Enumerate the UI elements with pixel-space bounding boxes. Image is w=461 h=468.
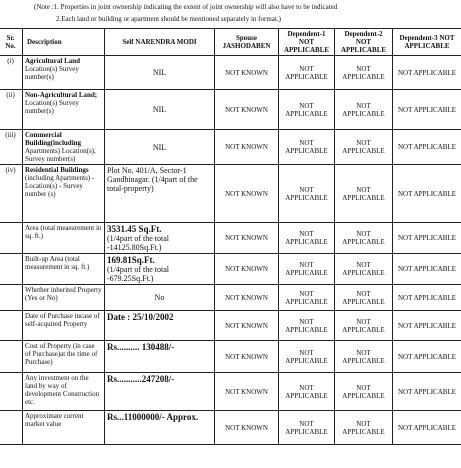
header-spouse: Spouse JASHODABEN — [215, 29, 279, 56]
spouse-value: NOT KNOWN — [225, 68, 268, 77]
spouse-value: NOT KNOWN — [225, 293, 268, 302]
cell-sr — [0, 90, 23, 130]
dep3-value: NOT APPLICABLE — [397, 352, 457, 361]
header-sr: Sr. No. — [0, 29, 23, 56]
dep1-value: NOT APPLICABLE — [285, 185, 328, 202]
cell-dep3 — [393, 285, 461, 311]
spouse-value: NOT KNOWN — [225, 321, 268, 330]
cell-self — [105, 223, 215, 254]
cell-dep2 — [335, 90, 393, 130]
cell-dep1 — [279, 56, 335, 90]
cell-dep1 — [279, 311, 335, 341]
description-text: Built-up Area (total measurement in sq. ft.) — [25, 255, 90, 271]
cell-dep3 — [393, 341, 461, 373]
dep2-value: NOT APPLICABLE — [342, 261, 385, 277]
self-detail: (1/4part of the total -14125.80Sq.Ft.) — [107, 234, 169, 252]
cell-spouse — [215, 223, 279, 254]
dep1-value: NOT APPLICABLE — [285, 419, 328, 436]
cell-self — [105, 165, 215, 223]
description-text: Approximate current market value — [25, 412, 84, 428]
table-row — [0, 254, 461, 285]
cell-description — [23, 341, 105, 373]
cell-spouse — [215, 411, 279, 445]
description-text: Location(s) Survey number(s) — [25, 65, 79, 81]
self-value: Date : 25/10/2002 — [107, 312, 174, 322]
description-title: Commercial Building(including — [25, 131, 82, 147]
spouse-value: NOT KNOWN — [225, 189, 268, 198]
spouse-value: NOT KNOWN — [225, 352, 268, 361]
cell-dep1 — [279, 373, 335, 411]
cell-description — [23, 130, 105, 165]
dep2-value: NOT APPLICABLE — [342, 185, 385, 202]
cell-dep3 — [393, 311, 461, 341]
dep3-value: NOT APPLICABLE — [397, 105, 457, 114]
cell-dep3 — [393, 56, 461, 90]
dep3-value: NOT APPLICABLE — [397, 321, 457, 330]
header-dep2: Dependent-2 NOT APPLICABLE — [335, 29, 393, 56]
dep1-value: NOT APPLICABLE — [285, 261, 328, 277]
dep1-value: NOT APPLICABLE — [285, 139, 328, 155]
cell-dep3 — [393, 373, 461, 411]
header-dep3: Dependent-3 NOT APPLICABLE — [393, 29, 461, 56]
description-title: Agricultural Land — [25, 57, 81, 65]
self-detail: NIL — [152, 68, 167, 77]
cell-dep2 — [335, 341, 393, 373]
dep1-value: NOT APPLICABLE — [285, 64, 328, 81]
note-2: 2.Each land or building or apartment should be mentioned separately in format.) — [56, 15, 281, 23]
cell-sr — [0, 373, 23, 411]
dep3-value: NOT APPLICABLE — [397, 293, 457, 302]
cell-sr — [0, 130, 23, 165]
cell-dep1 — [279, 223, 335, 254]
cell-description — [23, 285, 105, 311]
description-title: Residential Buildings — [25, 166, 89, 174]
cell-dep1 — [279, 341, 335, 373]
self-value: Rs...........247208/- — [107, 374, 175, 384]
table-row — [0, 165, 461, 223]
dep3-value: NOT APPLICABLE — [397, 265, 457, 273]
header-description: Description — [23, 29, 105, 56]
cell-dep1 — [279, 285, 335, 311]
cell-sr — [0, 223, 23, 254]
spouse-value: NOT KNOWN — [225, 265, 268, 273]
dep2-value: NOT APPLICABLE — [342, 383, 385, 400]
cell-self — [105, 130, 215, 165]
sr-label: (iii) — [5, 131, 16, 139]
cell-dep1 — [279, 130, 335, 165]
self-value: 169.81Sq.Ft. — [107, 255, 155, 265]
cell-spouse — [215, 311, 279, 341]
description-text: Area (total measurement in sq. ft.) — [25, 224, 102, 240]
spouse-value: NOT KNOWN — [225, 423, 268, 432]
cell-dep1 — [279, 165, 335, 223]
spouse-value: NOT KNOWN — [225, 387, 268, 396]
cell-self — [105, 411, 215, 445]
description-title: Non-Agricultural Land; — [25, 91, 98, 99]
table-row — [0, 90, 461, 130]
note-1: (Note :1. Properties in joint ownership indicating the extent of joint ownership will also have to be indicated — [34, 3, 338, 11]
dep1-value: NOT APPLICABLE — [285, 101, 328, 118]
dep2-value: NOT APPLICABLE — [342, 317, 385, 334]
header-dep1: Dependent-1 NOT APPLICABLE — [279, 29, 335, 56]
dep3-value: NOT APPLICABLE — [397, 68, 457, 77]
dep2-value: NOT APPLICABLE — [342, 348, 385, 365]
table-row — [0, 285, 461, 311]
cell-self — [105, 90, 215, 130]
sr-label: (i) — [7, 57, 14, 65]
table-row — [0, 341, 461, 373]
notes — [0, 0, 461, 30]
cell-dep3 — [393, 90, 461, 130]
description-text: Whether inherited Property (Yes or No) — [25, 286, 102, 302]
dep3-value: NOT APPLICABLE — [397, 189, 457, 198]
cell-dep2 — [335, 254, 393, 285]
dep2-value: NOT APPLICABLE — [342, 101, 385, 118]
self-detail: Plot No. 401/A, Sector-1 Gandhinagar. (1/4part of the total-property) — [107, 166, 198, 193]
cell-spouse — [215, 373, 279, 411]
dep1-value: NOT APPLICABLE — [285, 317, 328, 334]
description-text: Date of Purchase incase of self-acquired Property — [25, 312, 100, 328]
cell-sr — [0, 56, 23, 90]
cell-dep2 — [335, 130, 393, 165]
cell-spouse — [215, 56, 279, 90]
self-detail: No — [154, 293, 165, 302]
self-value: Rs...11000000/- Approx. — [107, 412, 199, 422]
spouse-value: NOT KNOWN — [225, 143, 268, 151]
dep1-value: NOT APPLICABLE — [285, 289, 328, 306]
self-detail: NIL — [152, 105, 167, 114]
cell-spouse — [215, 341, 279, 373]
description-text: Cost of Property (in case of Purchase)at the time of Purchase) — [25, 342, 98, 366]
cell-sr — [0, 411, 23, 445]
cell-description — [23, 56, 105, 90]
cell-spouse — [215, 90, 279, 130]
self-detail: NIL — [152, 142, 167, 152]
cell-sr — [0, 311, 23, 341]
cell-sr — [0, 254, 23, 285]
dep3-value: NOT APPLICABLE — [397, 423, 457, 432]
table-row — [0, 223, 461, 254]
cell-sr — [0, 165, 23, 223]
cell-dep3 — [393, 254, 461, 285]
table-row — [0, 311, 461, 341]
cell-description — [23, 223, 105, 254]
cell-self — [105, 254, 215, 285]
cell-self — [105, 56, 215, 90]
dep1-value: NOT APPLICABLE — [285, 348, 328, 365]
cell-description — [23, 311, 105, 341]
description-text: Location(s) Survey number(s) — [25, 99, 79, 115]
cell-description — [23, 90, 105, 130]
table-header-row — [0, 29, 461, 56]
self-value: 3531.45 Sq.Ft. — [107, 224, 162, 234]
cell-dep3 — [393, 411, 461, 445]
cell-self — [105, 311, 215, 341]
cell-spouse — [215, 165, 279, 223]
cell-dep2 — [335, 311, 393, 341]
cell-dep1 — [279, 90, 335, 130]
cell-dep1 — [279, 411, 335, 445]
spouse-value: NOT KNOWN — [225, 234, 268, 242]
dep3-value: NOT APPLICABLE — [397, 143, 457, 151]
dep1-value: NOT APPLICABLE — [285, 230, 328, 246]
cell-spouse — [215, 285, 279, 311]
cell-dep3 — [393, 130, 461, 165]
cell-self — [105, 373, 215, 411]
cell-dep2 — [335, 56, 393, 90]
cell-dep2 — [335, 165, 393, 223]
cell-dep2 — [335, 223, 393, 254]
cell-description — [23, 373, 105, 411]
sr-label: (ii) — [6, 91, 15, 99]
description-text: (including Apartments) - Location(s) - Survey number (s) — [25, 174, 95, 198]
cell-sr — [0, 285, 23, 311]
cell-spouse — [215, 254, 279, 285]
dep3-value: NOT APPLICABLE — [397, 234, 457, 242]
cell-description — [23, 411, 105, 445]
table-row — [0, 130, 461, 165]
description-text: Any investment on the land by way of development Construction etc. — [25, 374, 100, 406]
cell-description — [23, 165, 105, 223]
cell-dep2 — [335, 373, 393, 411]
dep2-value: NOT APPLICABLE — [342, 419, 385, 436]
spouse-value: NOT KNOWN — [225, 105, 268, 114]
cell-dep3 — [393, 223, 461, 254]
self-detail: (1/4part of the total -679.25Sq.Ft.) — [107, 265, 169, 283]
cell-dep2 — [335, 285, 393, 311]
table-row — [0, 56, 461, 90]
cell-self — [105, 285, 215, 311]
cell-self — [105, 341, 215, 373]
description-text: Apartments) Location(s), Survey number(s) — [25, 147, 96, 163]
cell-spouse — [215, 130, 279, 165]
dep2-value: NOT APPLICABLE — [342, 139, 385, 155]
table-row — [0, 373, 461, 411]
cell-dep2 — [335, 411, 393, 445]
dep2-value: NOT APPLICABLE — [342, 289, 385, 306]
dep2-value: NOT APPLICABLE — [342, 64, 385, 81]
cell-description — [23, 254, 105, 285]
cell-dep3 — [393, 165, 461, 223]
self-value: Rs.......... 130488/- — [107, 342, 175, 352]
table-row — [0, 411, 461, 445]
dep3-value: NOT APPLICABLE — [397, 387, 457, 396]
dep2-value: NOT APPLICABLE — [342, 230, 385, 246]
header-self: Self NARENDRA MODI — [105, 29, 215, 56]
sr-label: (iv) — [5, 166, 16, 174]
cell-dep1 — [279, 254, 335, 285]
dep1-value: NOT APPLICABLE — [285, 383, 328, 400]
assets-table — [0, 28, 461, 445]
cell-sr — [0, 341, 23, 373]
